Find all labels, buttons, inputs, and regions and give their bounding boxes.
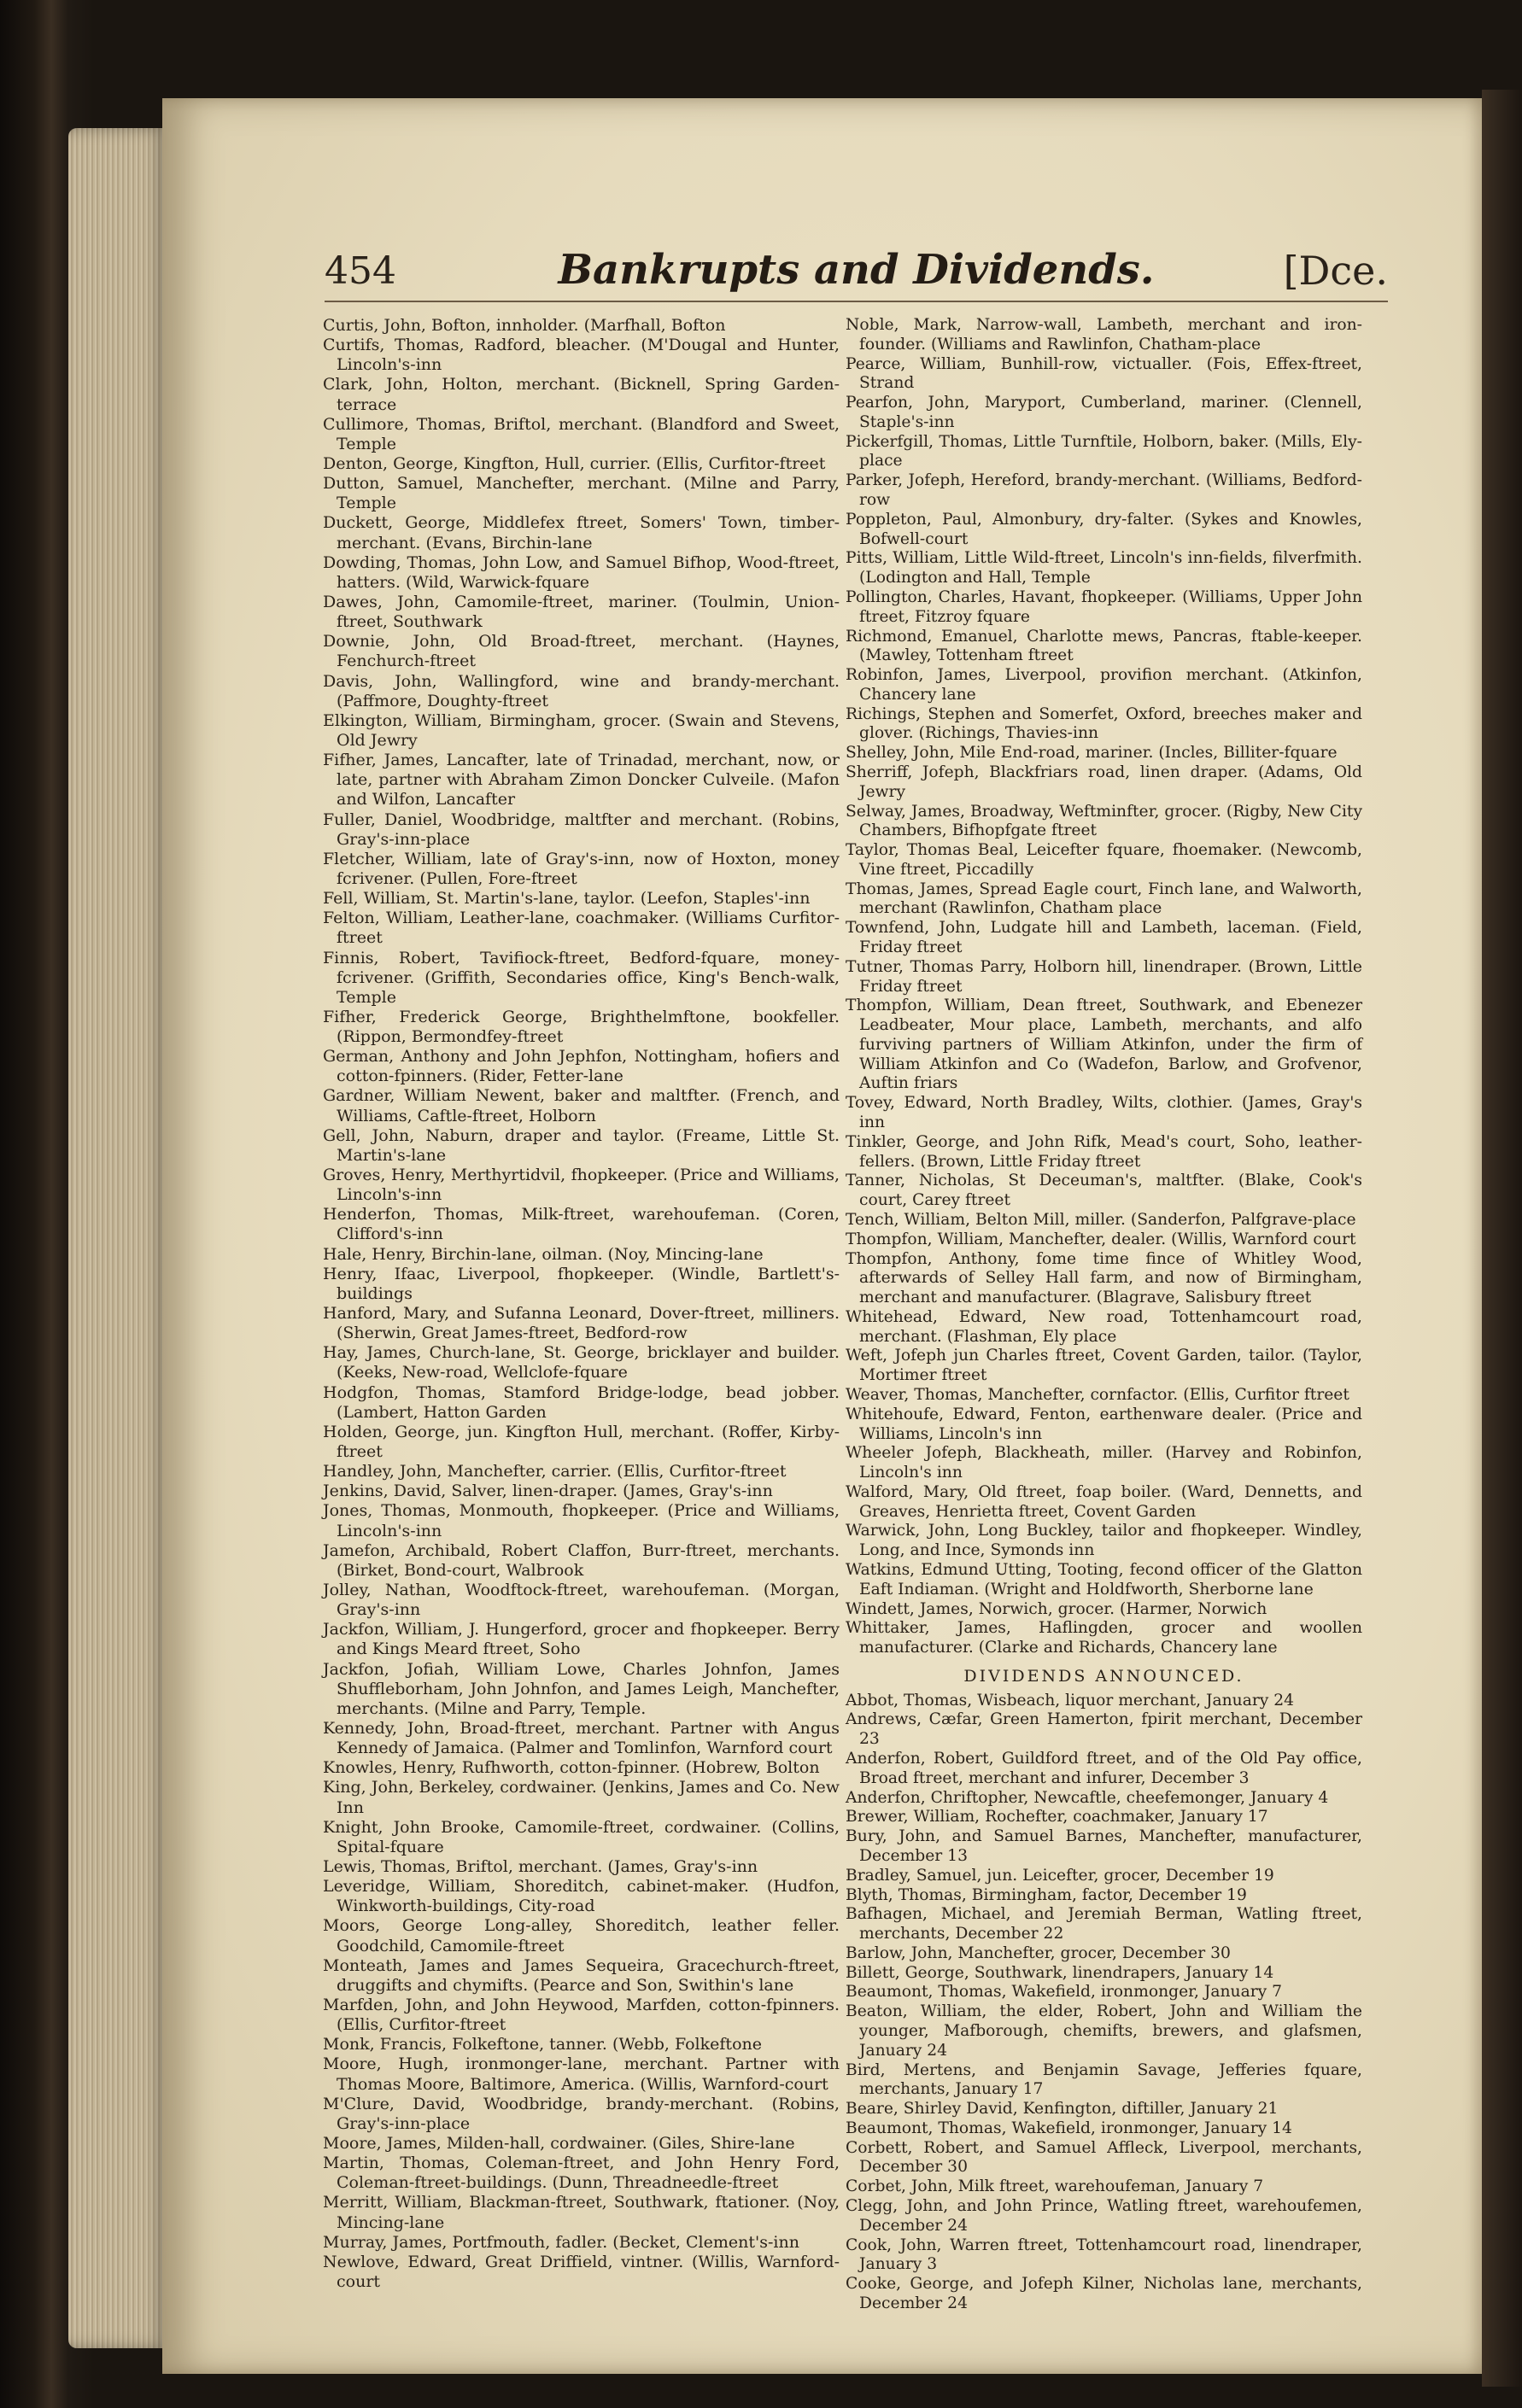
- list-item: Monteath, James and James Sequeira, Gracechurch-ftreet, druggifts and chymifts. (Pearce and Son, Swithin's lane: [323, 1955, 840, 1995]
- list-item: Leveridge, William, Shoreditch, cabinet-maker. (Hudfon, Winkworth-buildings, City-road: [323, 1877, 840, 1916]
- list-item: Henderfon, Thomas, Milk-ftreet, warehoufeman. (Coren, Clifford's-inn: [323, 1205, 840, 1244]
- list-item: Taylor, Thomas Beal, Leicefter fquare, fhoemaker. (Newcomb, Vine ftreet, Piccadilly: [846, 841, 1362, 879]
- list-item: Clark, John, Holton, merchant. (Bicknell, Spring Garden-terrace: [323, 375, 840, 414]
- month-label: [Dce.: [1283, 248, 1388, 294]
- list-item: Thompfon, William, Dean ftreet, Southwark, and Ebenezer Leadbeater, Mour place, Lambeth, merchants, and alfo furviving partners of William Atkinfon, under the firm of William Atkinfon and Co (Wadefon, Barlow, and Grofvenor, Auftin friars: [846, 997, 1362, 1093]
- list-item: Jackfon, Jofiah, William Lowe, Charles Johnfon, James Shuffleborham, John Johnfon, and James Leigh, Manchefter, merchants. (Milne and Parry, Temple.: [323, 1659, 840, 1718]
- list-item: Pickerfgill, Thomas, Little Turnftile, Holborn, baker. (Mills, Ely-place: [846, 432, 1362, 470]
- list-item: Downie, John, Old Broad-ftreet, merchant. (Haynes, Fenchurch-ftreet: [323, 632, 840, 671]
- list-item: Henry, Ifaac, Liverpool, fhopkeeper. (Windle, Bartlett's-buildings: [323, 1264, 840, 1303]
- list-item: Moore, Hugh, ironmonger-lane, merchant. Partner with Thomas Moore, Baltimore, America. (Willis, Warnford-court: [323, 2054, 840, 2094]
- list-item: Newlove, Edward, Great Driffield, vintner. (Willis, Warnford-court: [323, 2252, 840, 2291]
- list-item: Kennedy, John, Broad-ftreet, merchant. Partner with Angus Kennedy of Jamaica. (Palmer and Tomlinfon, Warnford court: [323, 1718, 840, 1758]
- list-item: Anderfon, Chriftopher, Newcaftle, cheefemonger, January 4: [846, 1788, 1329, 1807]
- list-item: Dowding, Thomas, John Low, and Samuel Bifhop, Wood-ftreet, hatters. (Wild, Warwick-fquare: [323, 552, 840, 592]
- list-item: M'Clure, David, Woodbridge, brandy-merchant. (Robins, Gray's-inn-place: [323, 2094, 840, 2133]
- list-item: Tovey, Edward, North Bradley, Wilts, clothier. (James, Gray's inn: [846, 1094, 1362, 1132]
- list-item: King, John, Berkeley, cordwainer. (Jenkins, James and Co. New Inn: [323, 1778, 840, 1817]
- list-item: Billett, George, Southwark, linendrapers, January 14: [846, 1963, 1274, 1982]
- book-page-edges: [68, 128, 171, 2348]
- list-item: Hale, Henry, Birchin-lane, oilman. (Noy, Mincing-lane: [323, 1244, 764, 1264]
- list-item: Moors, George Long-alley, Shoreditch, leather feller. Goodchild, Camomile-ftreet: [323, 1916, 840, 1955]
- list-item: Lewis, Thomas, Briftol, merchant. (James, Gray's-inn: [323, 1856, 758, 1876]
- list-item: Richings, Stephen and Somerfet, Oxford, breeches maker and glover. (Richings, Thavies-inn: [846, 704, 1362, 743]
- list-item: Beaumont, Thomas, Wakefield, ironmonger, January 14: [846, 2119, 1292, 2137]
- list-item: Windett, James, Norwich, grocer. (Harmer, Norwich: [846, 1599, 1267, 1618]
- list-item: Weft, Jofeph jun Charles ftreet, Covent Garden, tailor. (Taylor, Mortimer ftreet: [846, 1347, 1362, 1385]
- list-item: Robinfon, James, Liverpool, provifion merchant. (Atkinfon, Chancery lane: [846, 666, 1362, 704]
- list-item: Cook, John, Warren ftreet, Tottenhamcourt road, linendraper, January 3: [846, 2236, 1362, 2274]
- list-item: Davis, John, Wallingford, wine and brandy-merchant. (Paffmore, Doughty-ftreet: [323, 671, 840, 710]
- list-item: Gardner, William Newent, baker and maltfter. (French, and Williams, Caftle-ftreet, Holborn: [323, 1086, 840, 1125]
- list-item: Holden, George, jun. Kingfton Hull, merchant. (Roffer, Kirby-ftreet: [323, 1422, 840, 1462]
- list-item: Bury, John, and Samuel Barnes, Manchefter, manufacturer, December 13: [846, 1827, 1362, 1865]
- list-item: Monk, Francis, Folkeftone, tanner. (Webb, Folkeftone: [323, 2035, 762, 2054]
- list-item: Barlow, John, Manchefter, grocer, December 30: [846, 1943, 1231, 1962]
- list-item: Murray, James, Portfmouth, fadler. (Becket, Clement's-inn: [323, 2232, 799, 2252]
- list-item: Whitehoufe, Edward, Fenton, earthenware dealer. (Price and Williams, Lincoln's inn: [846, 1405, 1362, 1443]
- dividends-list: [846, 1692, 1362, 2314]
- bankrupts-list-right: [846, 316, 1362, 1658]
- list-item: Wheeler Jofeph, Blackheath, miller. (Harvey and Robinfon, Lincoln's inn: [846, 1444, 1362, 1482]
- list-item: Thompfon, William, Manchefter, dealer. (Willis, Warnford court: [846, 1230, 1356, 1248]
- list-item: Pearce, William, Bunhill-row, victualler. (Fois, Effex-ftreet, Strand: [846, 354, 1362, 393]
- list-item: Anderfon, Robert, Guildford ftreet, and of the Old Pay office, Broad ftreet, merchant and infurer, December 3: [846, 1750, 1362, 1787]
- list-item: Hodgfon, Thomas, Stamford Bridge-lodge, bead jobber. (Lambert, Hatton Garden: [323, 1382, 840, 1422]
- list-item: Pitts, William, Little Wild-ftreet, Lincoln's inn-fields, filverfmith. (Lodington and Hall, Temple: [846, 549, 1362, 587]
- list-item: Duckett, George, Middlefex ftreet, Somers' Town, timber-merchant. (Evans, Birchin-lane: [323, 513, 840, 552]
- list-item: Richmond, Emanuel, Charlotte mews, Pancras, ftable-keeper. (Mawley, Tottenham ftreet: [846, 627, 1362, 665]
- list-item: Weaver, Thomas, Manchefter, cornfactor. (Ellis, Curfitor ftreet: [846, 1385, 1349, 1404]
- list-item: Marfden, John, and John Heywood, Marfden, cotton-fpinners. (Ellis, Curfitor-ftreet: [323, 1995, 840, 2035]
- list-item: Whitehead, Edward, New road, Tottenhamcourt road, merchant. (Flashman, Ely place: [846, 1307, 1362, 1346]
- list-item: Warwick, John, Long Buckley, tailor and fhopkeeper. Windley, Long, and Ince, Symonds inn: [846, 1522, 1362, 1560]
- list-item: Gell, John, Naburn, draper and taylor. (Freame, Little St. Martin's-lane: [323, 1125, 840, 1165]
- list-item: Brewer, William, Rochefter, coachmaker, January 17: [846, 1808, 1268, 1826]
- list-item: Poppleton, Paul, Almonbury, dry-falter. (Sykes and Knowles, Bofwell-court: [846, 510, 1362, 548]
- list-item: Dawes, John, Camomile-ftreet, mariner. (Toulmin, Union-ftreet, Southwark: [323, 592, 840, 632]
- list-item: Thompfon, Anthony, fome time fince of Whitley Wood, afterwards of Selley Hall farm, and now of Birmingham, merchant and manufacturer. (Blagrave, Salisbury ftreet: [846, 1249, 1362, 1307]
- list-item: Blyth, Thomas, Birmingham, factor, December 19: [846, 1885, 1247, 1904]
- list-item: Bafhagen, Michael, and Jeremiah Berman, Watling ftreet, merchants, December 22: [846, 1905, 1362, 1943]
- list-item: Fifher, James, Lancafter, late of Trinadad, merchant, now, or late, partner with Abraham Zimon Doncker Culveile. (Mafon and Wilfon, Lancafter: [323, 751, 840, 809]
- list-item: Beaton, William, the elder, Robert, John and William the younger, Mafborough, chemifts, brewers, and glafsmen, January 24: [846, 2002, 1362, 2060]
- list-item: Cullimore, Thomas, Briftol, merchant. (Blandford and Sweet, Temple: [323, 414, 840, 453]
- list-item: Bradley, Samuel, jun. Leicefter, grocer, December 19: [846, 1866, 1274, 1885]
- list-item: Tench, William, Belton Mill, miller. (Sanderfon, Palfgrave-place: [846, 1210, 1356, 1229]
- list-item: Jackfon, William, J. Hungerford, grocer and fhopkeeper. Berry and Kings Meard ftreet, Soho: [323, 1620, 840, 1659]
- facing-page-edge: [1482, 90, 1522, 2387]
- list-item: Fuller, Daniel, Woodbridge, maltfter and merchant. (Robins, Gray's-inn-place: [323, 809, 840, 849]
- list-item: Corbet, John, Milk ftreet, warehoufeman, January 7: [846, 2177, 1264, 2196]
- list-item: Tinkler, George, and John Rifk, Mead's court, Soho, leather-fellers. (Brown, Little Friday ftreet: [846, 1132, 1362, 1171]
- running-head: [325, 246, 1388, 301]
- list-item: German, Anthony and John Jephfon, Nottingham, hofiers and cotton-fpinners. (Rider, Fetter-lane: [323, 1047, 840, 1086]
- list-item: Merritt, William, Blackman-ftreet, Southwark, ftationer. (Noy, Mincing-lane: [323, 2193, 840, 2232]
- list-item: Finnis, Robert, Tavifiock-ftreet, Bedford-fquare, money-fcrivener. (Griffith, Secondaries office, King's Bench-walk, Temple: [323, 948, 840, 1007]
- list-item: Corbett, Robert, and Samuel Affleck, Liverpool, merchants, December 30: [846, 2138, 1362, 2177]
- list-item: Pollington, Charles, Havant, fhopkeeper. (Williams, Upper John ftreet, Fitzroy fquare: [846, 587, 1362, 626]
- list-item: Andrews, Cæfar, Green Hamerton, fpirit merchant, December 23: [846, 1710, 1362, 1749]
- list-item: Abbot, Thomas, Wisbeach, liquor merchant, January 24: [846, 1691, 1295, 1710]
- list-item: Shelley, John, Mile End-road, mariner. (Incles, Billiter-fquare: [846, 744, 1338, 763]
- list-item: Elkington, William, Birmingham, grocer. (Swain and Stevens, Old Jewry: [323, 710, 840, 750]
- list-item: Moore, James, Milden-hall, cordwainer. (Giles, Shire-lane: [323, 2133, 795, 2153]
- list-item: Denton, George, Kingfton, Hull, currier. (Ellis, Curfitor-ftreet: [323, 453, 826, 473]
- list-item: Jamefon, Archibald, Robert Claffon, Burr-ftreet, merchants. (Birket, Bond-court, Walbrook: [323, 1540, 840, 1580]
- list-item: Groves, Henry, Merthyrtidvil, fhopkeeper. (Price and Williams, Lincoln's-inn: [323, 1166, 840, 1205]
- dividends-heading: DIVIDENDS ANNOUNCED.: [963, 1666, 1244, 1686]
- list-item: Cooke, George, and Jofeph Kilner, Nicholas lane, merchants, December 24: [846, 2275, 1362, 2312]
- list-item: Curtifs, Thomas, Radford, bleacher. (M'Dougal and Hunter, Lincoln's-inn: [323, 336, 840, 375]
- list-item: Knight, John Brooke, Camomile-ftreet, cordwainer. (Collins, Spital-fquare: [323, 1817, 840, 1856]
- list-item: Hanford, Mary, and Sufanna Leonard, Dover-ftreet, milliners. (Sherwin, Great James-ftreet, Bedford-row: [323, 1304, 840, 1343]
- list-item: Fletcher, William, late of Gray's-inn, now of Hoxton, money fcrivener. (Pullen, Fore-ftreet: [323, 849, 840, 888]
- list-item: Felton, William, Leather-lane, coachmaker. (Williams Curfitor-ftreet: [323, 909, 840, 948]
- list-item: Pearfon, John, Maryport, Cumberland, mariner. (Clennell, Staple's-inn: [846, 394, 1362, 431]
- list-item: Jones, Thomas, Monmouth, fhopkeeper. (Price and Williams, Lincoln's-inn: [323, 1501, 840, 1540]
- list-item: Selway, James, Broadway, Weftminfter, grocer. (Rigby, New City Chambers, Bifhopfgate ftreet: [846, 802, 1362, 840]
- list-item: Hay, James, Church-lane, St. George, bricklayer and builder. (Keeks, New-road, Wellclofe-fquare: [323, 1343, 840, 1382]
- page-number: 454: [325, 249, 396, 293]
- list-item: Martin, Thomas, Coleman-ftreet, and John Henry Ford, Coleman-ftreet-buildings. (Dunn, Threadneedle-ftreet: [323, 2154, 840, 2193]
- list-item: Watkins, Edmund Utting, Tooting, fecond officer of the Glatton Eaft Indiaman. (Wright and Holdfworth, Sherborne lane: [846, 1561, 1362, 1599]
- list-item: Walford, Mary, Old ftreet, foap boiler. (Ward, Dennetts, and Greaves, Henrietta ftreet, Covent Garden: [846, 1482, 1362, 1521]
- list-item: Sherriff, Jofeph, Blackfriars road, linen draper. (Adams, Old Jewry: [846, 763, 1362, 801]
- list-item: Fell, William, St. Martin's-lane, taylor. (Leefon, Staples'-inn: [323, 889, 811, 909]
- list-item: Beare, Shirley David, Kenfington, diftiller, January 21: [846, 2100, 1279, 2119]
- page-title: Bankrupts and Dividends.: [558, 246, 1155, 294]
- bankrupts-column-left: [323, 316, 840, 2292]
- list-item: Bird, Mertens, and Benjamin Savage, Jefferies fquare, merchants, January 17: [846, 2060, 1362, 2099]
- list-item: Clegg, John, and John Prince, Watling ftreet, warehoufemen, December 24: [846, 2197, 1362, 2235]
- list-item: Fifher, Frederick George, Brighthelmftone, bookfeller. (Rippon, Bermondfey-ftreet: [323, 1007, 840, 1047]
- list-item: Thomas, James, Spread Eagle court, Finch lane, and Walworth, merchant (Rawlinfon, Chatham place: [846, 880, 1362, 918]
- bankrupts-column-right: [846, 316, 1362, 2314]
- list-item: Noble, Mark, Narrow-wall, Lambeth, merchant and iron-founder. (Williams and Rawlinfon, Chatham-place: [846, 316, 1362, 354]
- list-item: Jolley, Nathan, Woodftock-ftreet, warehoufeman. (Morgan, Gray's-inn: [323, 1581, 840, 1620]
- list-item: Handley, John, Manchefter, carrier. (Ellis, Curfitor-ftreet: [323, 1462, 787, 1482]
- list-item: Townfend, John, Ludgate hill and Lambeth, laceman. (Field, Friday ftreet: [846, 919, 1362, 956]
- list-item: Parker, Jofeph, Hereford, brandy-merchant. (Williams, Bedford-row: [846, 471, 1362, 510]
- list-item: Dutton, Samuel, Manchefter, merchant. (Milne and Parry, Temple: [323, 474, 840, 513]
- header-rule: [325, 301, 1388, 302]
- list-item: Whittaker, James, Haflingden, grocer and woollen manufacturer. (Clarke and Richards, Chancery lane: [846, 1619, 1362, 1657]
- list-item: Tutner, Thomas Parry, Holborn hill, linendraper. (Brown, Little Friday ftreet: [846, 957, 1362, 996]
- list-item: Curtis, John, Bofton, innholder. (Marfhall, Bofton: [323, 316, 726, 335]
- list-item: Jenkins, David, Salver, linen-draper. (James, Gray's-inn: [323, 1482, 773, 1501]
- list-item: Beaumont, Thomas, Wakefield, ironmonger, January 7: [846, 1983, 1283, 2002]
- list-item: Tanner, Nicholas, St Deceuman's, maltfter. (Blake, Cook's court, Carey ftreet: [846, 1172, 1362, 1210]
- list-item: Knowles, Henry, Rufhworth, cotton-fpinner. (Hobrew, Bolton: [323, 1758, 820, 1778]
